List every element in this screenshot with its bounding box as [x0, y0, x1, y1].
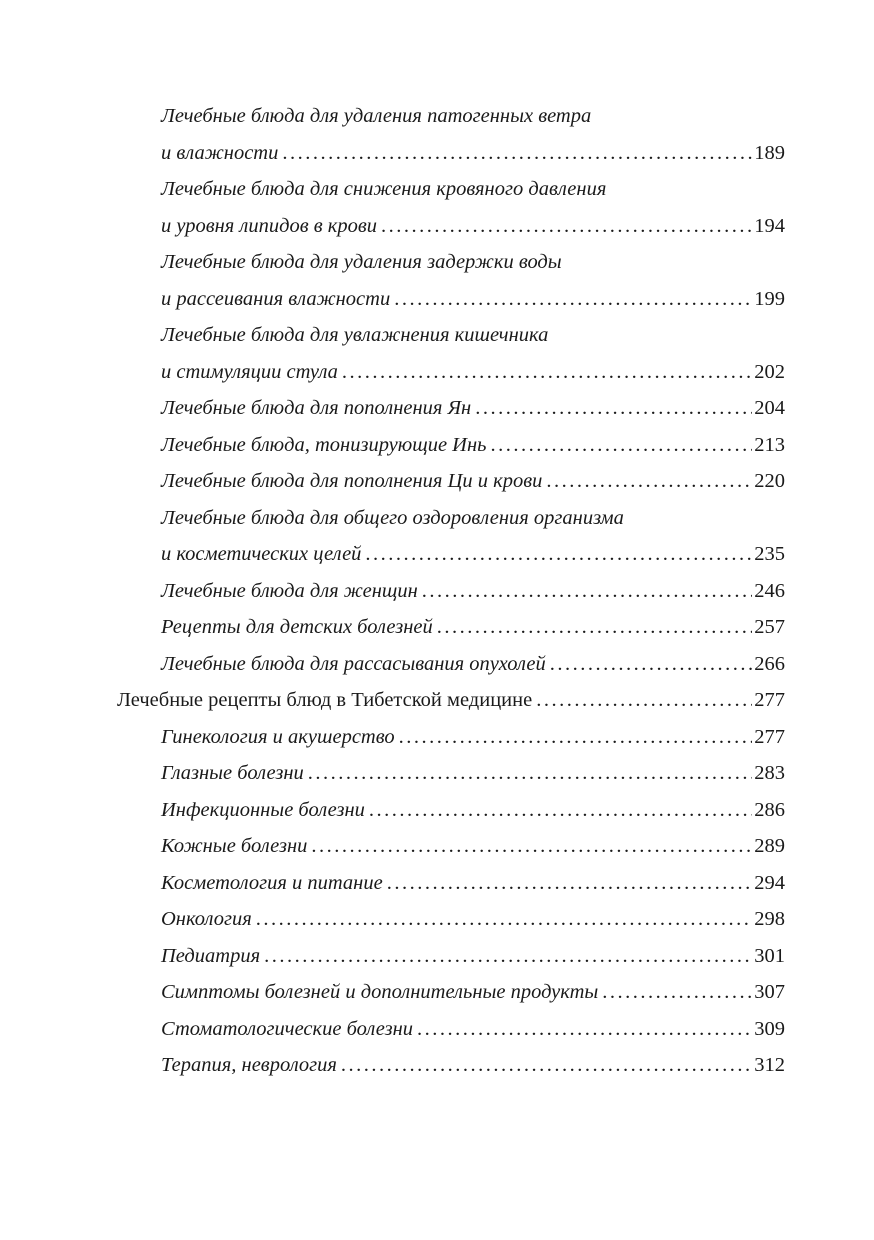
toc-entry-line	[117, 98, 785, 135]
toc-entry-line	[117, 573, 785, 610]
toc-page-number: 199	[754, 287, 785, 310]
toc-page-number: 204	[754, 397, 785, 419]
dot-leader	[550, 646, 753, 683]
toc-entry-line	[117, 281, 785, 318]
toc-entry-line	[117, 609, 785, 646]
dot-leader	[282, 135, 752, 172]
toc-subentry[interactable]	[117, 244, 785, 317]
dot-leader	[365, 536, 752, 573]
toc-page-number: 220	[754, 470, 785, 492]
toc-entry-title: Лечебные блюда для пополнения Ян	[161, 397, 472, 419]
toc-entry-title: Лечебные блюда для пополнения Ци и крови	[161, 470, 543, 492]
toc-entry-title: и уровня липидов в крови	[161, 214, 378, 237]
toc-entry-line	[117, 865, 785, 902]
toc-entry-title: Лечебные рецепты блюд в Тибетской медицине	[117, 689, 533, 711]
toc-entry-title: Педиатрия	[161, 944, 261, 967]
dot-leader	[256, 901, 753, 938]
toc-subentry[interactable]	[117, 792, 785, 829]
toc-subentry[interactable]	[117, 171, 785, 244]
toc-subentry[interactable]	[117, 317, 785, 390]
toc-entry-title: Лечебные блюда для снижения кровяного давления	[161, 178, 607, 200]
toc-entry-line	[117, 938, 785, 975]
toc-entry-line	[117, 1011, 785, 1048]
toc-page-number: 194	[754, 214, 785, 237]
toc-entry-title: Лечебные блюда для женщин	[161, 579, 418, 602]
toc-entry-line	[117, 463, 785, 500]
toc-subentry[interactable]	[117, 1047, 785, 1084]
toc-entry-line	[117, 974, 785, 1011]
toc-subentry[interactable]	[117, 500, 785, 573]
toc-entry-line	[117, 792, 785, 829]
toc-subentry[interactable]	[117, 427, 785, 464]
toc-entry-title: Лечебные блюда для удаления патогенных ветра	[161, 105, 592, 127]
toc-subentry[interactable]	[117, 1011, 785, 1048]
table-of-contents	[117, 98, 785, 1084]
toc-subentry[interactable]	[117, 828, 785, 865]
dot-leader	[602, 974, 752, 1011]
toc-subentry[interactable]	[117, 974, 785, 1011]
toc-entry-line	[117, 171, 785, 208]
toc-entry-title: Онкология	[161, 908, 252, 930]
toc-entry-title: Лечебные блюда для рассасывания опухолей	[161, 652, 546, 675]
toc-entry-title: Лечебные блюда для увлажнения кишечника	[161, 324, 549, 346]
dot-leader	[387, 865, 753, 902]
dot-leader	[341, 1047, 752, 1084]
toc-entry-title: Кожные болезни	[161, 835, 308, 857]
toc-subentry[interactable]	[117, 98, 785, 171]
toc-page-number: 277	[754, 689, 785, 711]
toc-entry-title: Лечебные блюда, тонизирующие Инь	[161, 433, 487, 456]
toc-page-number: 283	[754, 762, 785, 784]
dot-leader	[475, 390, 752, 427]
toc-entry-line	[117, 828, 785, 865]
toc-subentry[interactable]	[117, 609, 785, 646]
dot-leader	[399, 719, 753, 756]
toc-page-number: 246	[754, 579, 785, 602]
toc-entry-line	[117, 208, 785, 245]
dot-leader	[264, 938, 752, 975]
toc-subentry[interactable]	[117, 646, 785, 683]
toc-page-number: 277	[754, 725, 785, 748]
dot-leader	[311, 828, 752, 865]
toc-page-number: 289	[754, 835, 785, 857]
toc-entry-line	[117, 755, 785, 792]
toc-entry-title: и влажности	[161, 141, 279, 164]
toc-entry-line	[117, 390, 785, 427]
toc-page-number: 312	[754, 1054, 785, 1076]
toc-entry-title: Инфекционные болезни	[161, 798, 365, 821]
toc-entry-title: Лечебные блюда для удаления задержки воды	[161, 251, 562, 273]
toc-entry-title: Косметология и питание	[161, 871, 383, 894]
toc-page-number: 309	[754, 1017, 785, 1040]
toc-page-number: 189	[754, 141, 785, 164]
toc-subentry[interactable]	[117, 901, 785, 938]
dot-leader	[369, 792, 752, 829]
toc-page-number: 235	[754, 543, 785, 565]
toc-entry-title: Терапия, неврология	[161, 1054, 337, 1076]
dot-leader	[422, 573, 752, 610]
toc-page-number: 301	[754, 944, 785, 967]
toc-entry-title: Стоматологические болезни	[161, 1017, 414, 1040]
toc-entry-line	[117, 719, 785, 756]
dot-leader	[490, 427, 752, 464]
toc-subentry[interactable]	[117, 938, 785, 975]
toc-entry-line	[117, 901, 785, 938]
toc-entry-line	[117, 682, 785, 719]
toc-entry-title: и стимуляции стула	[161, 360, 338, 383]
dot-leader	[381, 208, 752, 245]
dot-leader	[437, 609, 752, 646]
toc-entry-line	[117, 135, 785, 172]
toc-entry-title: Лечебные блюда для общего оздоровления организма	[161, 506, 624, 529]
toc-page-number: 202	[754, 360, 785, 383]
toc-entry-line	[117, 536, 785, 573]
toc-subentry[interactable]	[117, 573, 785, 610]
toc-entry-line	[117, 244, 785, 281]
toc-subentry[interactable]	[117, 463, 785, 500]
dot-leader	[394, 281, 752, 318]
toc-entry-line	[117, 1047, 785, 1084]
toc-page-number: 213	[754, 433, 785, 456]
toc-entry-line	[117, 427, 785, 464]
toc-subentry[interactable]	[117, 390, 785, 427]
toc-entry-title: Симптомы болезней и дополнительные продукты	[161, 981, 599, 1003]
toc-entry-line	[117, 317, 785, 354]
toc-entry-title: Рецепты для детских болезней	[161, 616, 433, 638]
toc-page-number: 294	[754, 871, 785, 894]
toc-entry-line	[117, 646, 785, 683]
toc-entry-title: Глазные болезни	[161, 762, 304, 784]
toc-entry-line	[117, 500, 785, 537]
toc-page-number: 286	[754, 798, 785, 821]
toc-entry-line	[117, 354, 785, 391]
toc-section-entry[interactable]	[117, 682, 785, 719]
toc-subentry[interactable]	[117, 865, 785, 902]
toc-subentry[interactable]	[117, 755, 785, 792]
toc-page-number: 307	[754, 981, 785, 1003]
toc-entry-title: и косметических целей	[161, 543, 362, 565]
toc-entry-title: Гинекология и акушерство	[161, 725, 395, 748]
dot-leader	[546, 463, 752, 500]
dot-leader	[536, 682, 752, 719]
toc-subentry[interactable]	[117, 719, 785, 756]
toc-page-number: 298	[754, 908, 785, 930]
toc-page-number: 266	[754, 652, 785, 675]
dot-leader	[417, 1011, 752, 1048]
toc-entry-title: и рассеивания влажности	[161, 287, 391, 310]
dot-leader	[342, 354, 752, 391]
dot-leader	[308, 755, 752, 792]
toc-page-number: 257	[754, 616, 785, 638]
